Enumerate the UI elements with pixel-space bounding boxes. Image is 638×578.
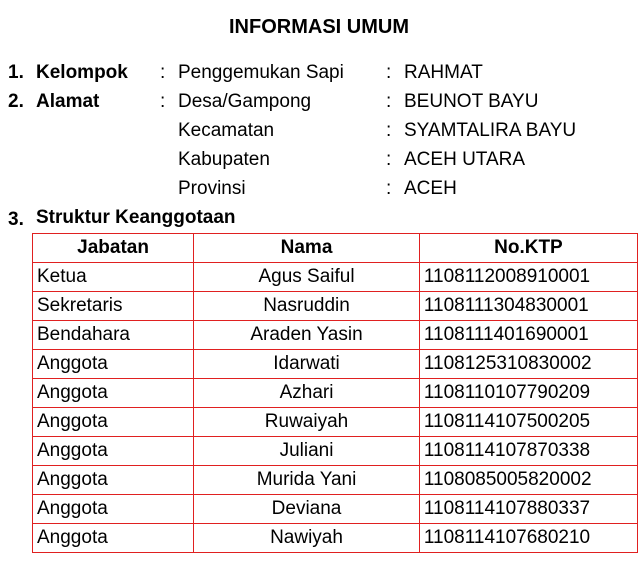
- table-row: [33, 321, 638, 350]
- cell-nama: Azhari: [194, 379, 420, 408]
- cell-nama: Ruwaiyah: [194, 408, 420, 437]
- table-row: [33, 263, 638, 292]
- cell-ktp: 1108114107680210: [419, 524, 637, 553]
- field-value: SYAMTALIRA BAYU: [404, 120, 577, 141]
- cell-ktp: 1108114107500205: [419, 408, 637, 437]
- cell-ktp: 1108114107870338: [419, 437, 637, 466]
- cell-jabatan: Sekretaris: [33, 292, 194, 321]
- field-value: RAHMAT: [404, 62, 483, 83]
- item-label: Kelompok: [36, 62, 128, 83]
- item-label: Alamat: [36, 91, 100, 112]
- field-name: Kecamatan: [178, 120, 275, 141]
- field-value: ACEH: [404, 178, 457, 199]
- cell-jabatan: Anggota: [33, 437, 194, 466]
- cell-ktp: 1108112008910001: [419, 263, 637, 292]
- cell-nama: Agus Saiful: [194, 263, 420, 292]
- item-number: 3.: [8, 209, 24, 230]
- cell-nama: Idarwati: [194, 350, 420, 379]
- field-name: Provinsi: [178, 178, 246, 199]
- cell-ktp: 1108114107880337: [419, 495, 637, 524]
- cell-jabatan: Bendahara: [33, 321, 194, 350]
- column-header-jabatan: Jabatan: [33, 234, 194, 263]
- colon: :: [160, 91, 166, 112]
- table-row: [33, 524, 638, 553]
- cell-ktp: 1108085005820002: [419, 466, 637, 495]
- cell-jabatan: Anggota: [33, 524, 194, 553]
- cell-nama: Nawiyah: [194, 524, 420, 553]
- colon: :: [386, 62, 392, 83]
- cell-jabatan: Anggota: [33, 466, 194, 495]
- cell-nama: Deviana: [194, 495, 420, 524]
- field-name: Kabupaten: [178, 149, 270, 170]
- colon: :: [386, 91, 392, 112]
- cell-jabatan: Ketua: [33, 263, 194, 292]
- cell-ktp: 1108111304830001: [419, 292, 637, 321]
- cell-ktp: 1108110107790209: [419, 379, 637, 408]
- field-name: Desa/Gampong: [178, 91, 312, 112]
- item-label: Struktur Keanggotaan: [36, 207, 236, 228]
- cell-jabatan: Anggota: [33, 495, 194, 524]
- cell-jabatan: Anggota: [33, 379, 194, 408]
- members-table: [32, 233, 638, 553]
- item-number: 2.: [8, 91, 24, 112]
- column-header-ktp: No.KTP: [419, 234, 637, 263]
- field-value: BEUNOT BAYU: [404, 91, 539, 112]
- members-table-body: [33, 263, 638, 553]
- colon: :: [386, 120, 392, 141]
- cell-nama: Araden Yasin: [194, 321, 420, 350]
- column-header-nama: Nama: [194, 234, 420, 263]
- table-row: [33, 350, 638, 379]
- cell-nama: Nasruddin: [194, 292, 420, 321]
- table-row: [33, 292, 638, 321]
- table-row: [33, 408, 638, 437]
- cell-nama: Murida Yani: [194, 466, 420, 495]
- colon: :: [160, 62, 166, 83]
- cell-nama: Juliani: [194, 437, 420, 466]
- cell-jabatan: Anggota: [33, 350, 194, 379]
- cell-jabatan: Anggota: [33, 408, 194, 437]
- field-name: Penggemukan Sapi: [178, 62, 344, 83]
- page-title: INFORMASI UMUM: [229, 16, 409, 38]
- item-number: 1.: [8, 62, 24, 83]
- colon: :: [386, 178, 392, 199]
- table-row: [33, 466, 638, 495]
- table-header-row: [33, 234, 638, 263]
- cell-ktp: 1108125310830002: [419, 350, 637, 379]
- table-row: [33, 495, 638, 524]
- cell-ktp: 1108111401690001: [419, 321, 637, 350]
- table-row: [33, 379, 638, 408]
- colon: :: [386, 149, 392, 170]
- field-value: ACEH UTARA: [404, 149, 526, 170]
- table-row: [33, 437, 638, 466]
